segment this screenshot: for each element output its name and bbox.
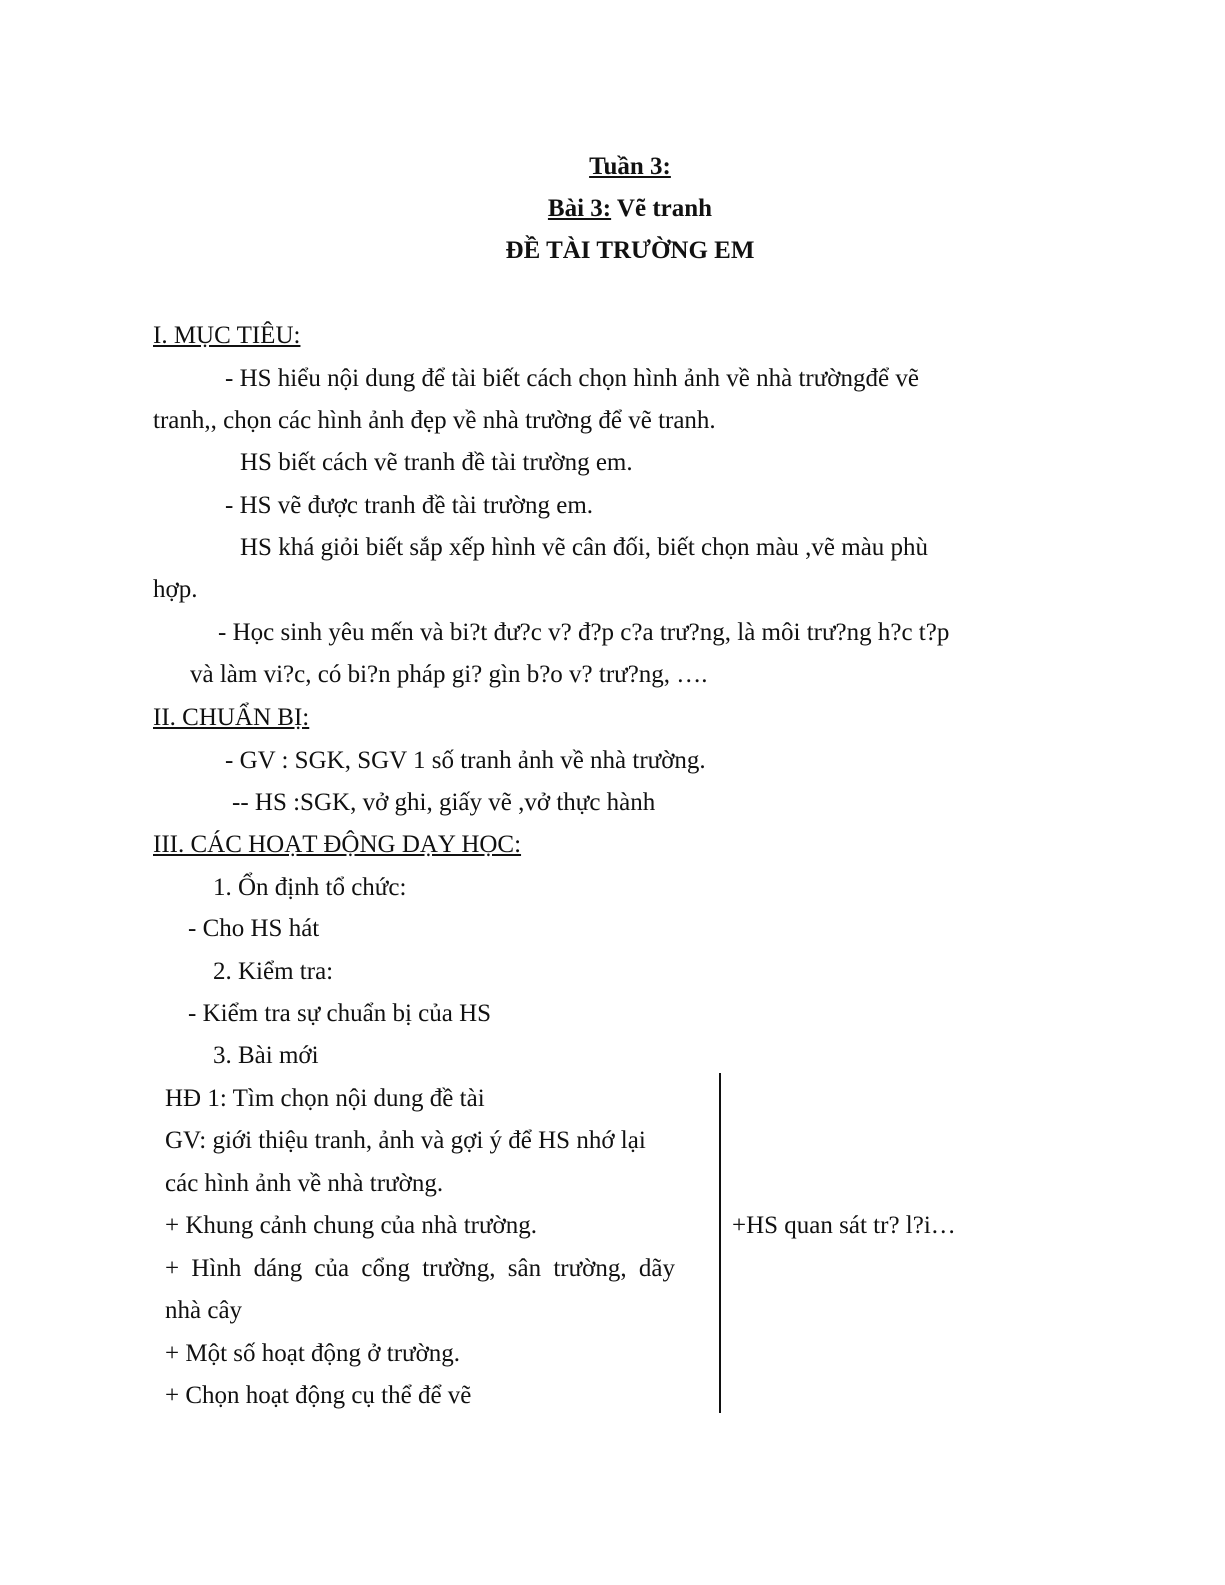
teacher-cell-line: + Chọn hoạt động cụ thể để vẽ [165, 1382, 472, 1409]
objective-line: và làm vi?c, có bi?n pháp gi? gìn b?o v? trư?ng, …. [190, 661, 708, 688]
objective-line: - HS vẽ được tranh đề tài trường em. [225, 492, 594, 519]
teacher-cell-line: + Hình dáng của cổng trường, sân trường, dãy [165, 1255, 675, 1282]
activity-line: - Kiểm tra sự chuẩn bị của HS [188, 1000, 492, 1027]
lesson-type: Vẽ tranh [611, 195, 713, 222]
teacher-cell-line: + Một số hoạt động ở trường. [165, 1340, 461, 1367]
teacher-cell-line: nhà cây [165, 1297, 243, 1324]
objective-line: - HS hiểu nội dung để tài biết cách chọn hình ảnh về nhà trườngđể vẽ [225, 365, 919, 392]
objective-line: HS biết cách vẽ tranh đề tài trường em. [240, 449, 633, 476]
teacher-cell-line: GV: giới thiệu tranh, ảnh và gợi ý để HS nhớ lại [165, 1127, 646, 1154]
teacher-cell-line: + Khung cảnh chung của nhà trường. [165, 1212, 538, 1239]
topic-title: ĐỀ TÀI TRƯỜNG EM [505, 237, 755, 264]
objective-line: tranh,, chọn các hình ảnh đẹp về nhà trường để vẽ tranh. [153, 407, 716, 434]
table-column-divider [719, 1073, 721, 1413]
objective-line: - Học sinh yêu mến và bi?t đư?c v? đ?p c?a trư?ng, là môi trư?ng h?c t?p [218, 619, 950, 646]
week-title: Tuần 3: [589, 153, 671, 180]
objectives-heading: I. MỤC TIÊU: [153, 322, 301, 349]
student-cell-line: +HS quan sát tr? l?i… [732, 1212, 956, 1239]
activity-line: - Cho HS hát [188, 915, 320, 942]
preparation-heading: II. CHUẨN BỊ: [153, 704, 310, 731]
objective-line: hợp. [153, 576, 198, 603]
activities-heading: III. CÁC HOẠT ĐỘNG DẠY HỌC: [153, 831, 522, 858]
preparation-line: -- HS :SGK, vở ghi, giấy vẽ ,vở thực hành [232, 789, 656, 816]
activity-line: 3. Bài mới [213, 1042, 319, 1069]
teacher-cell-line: HĐ 1: Tìm chọn nội dung đề tài [165, 1085, 485, 1112]
lesson-label: Bài 3: [547, 195, 612, 222]
activity-line: 1. Ổn định tổ chức: [213, 874, 407, 901]
preparation-line: - GV : SGK, SGV 1 số tranh ảnh về nhà trường. [225, 747, 706, 774]
objective-line: HS khá giỏi biết sắp xếp hình vẽ cân đối, biết chọn màu ,vẽ màu phù [240, 534, 929, 561]
activity-line: 2. Kiểm tra: [213, 958, 334, 985]
teacher-cell-line: các hình ảnh về nhà trường. [165, 1170, 444, 1197]
lesson-title [0, 194, 1225, 224]
